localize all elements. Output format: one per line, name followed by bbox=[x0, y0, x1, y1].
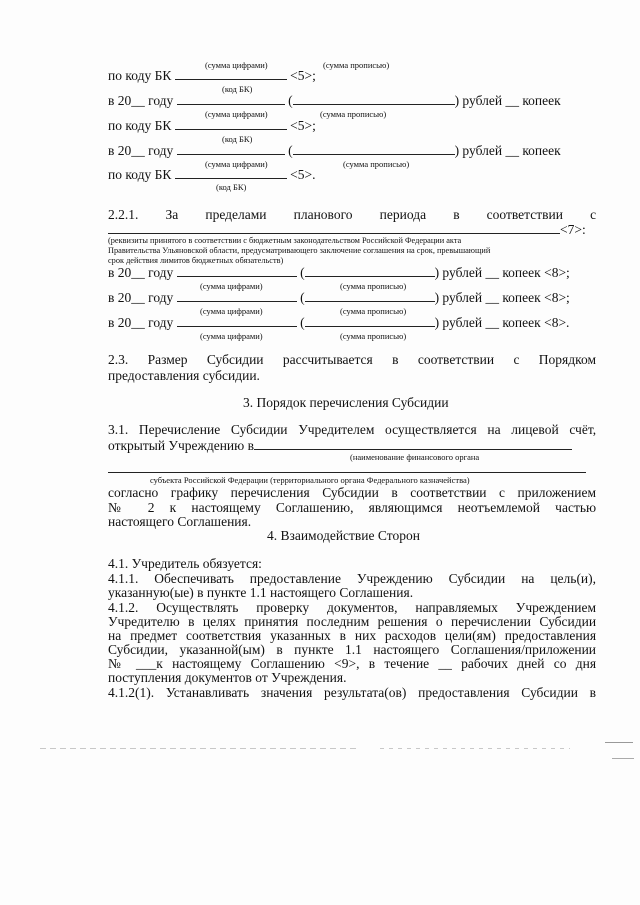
bk-footnote: <5>. bbox=[290, 167, 316, 182]
year-line-2 bbox=[108, 143, 561, 159]
fin-organ-blank-2[interactable] bbox=[108, 472, 586, 473]
paren-open: ( bbox=[288, 143, 293, 158]
caption-subject: субъекта Российской Федерации (территориального органа Федерального казначейства) bbox=[150, 475, 470, 485]
year-label: в 20__ году bbox=[108, 265, 174, 280]
para-2-3-line1: 2.3. Размер Субсидии рассчитывается в соответствии с Порядком bbox=[108, 352, 597, 367]
year-line-3 bbox=[108, 265, 570, 281]
bk-label: по коду БК bbox=[108, 167, 172, 182]
scan-artifact-line bbox=[40, 748, 360, 749]
sum-digits-blank[interactable] bbox=[177, 290, 297, 302]
sum-words-blank[interactable] bbox=[305, 315, 435, 327]
year-line-1 bbox=[108, 93, 561, 109]
bk-line-2 bbox=[108, 118, 316, 134]
bk-footnote: <5>; bbox=[290, 118, 316, 133]
caption-sum-digits: (сумма цифрами) bbox=[205, 109, 268, 119]
rubles-kopecks: ) рублей __ копеек <8>; bbox=[434, 265, 570, 280]
sum-words-blank[interactable] bbox=[293, 143, 455, 155]
year-label: в 20__ году bbox=[108, 93, 174, 108]
para-4-1-1-line1: 4.1.1. Обеспечивать предоставление Учреждению Субсидии на цель(и), bbox=[108, 571, 597, 586]
legal-act-note-2: Правительства Ульяновской области, предусматривающего заключение соглашения на срок, превышающий bbox=[108, 246, 491, 255]
para-3-1-line5: настоящего Соглашения. bbox=[108, 514, 252, 529]
sum-digits-blank[interactable] bbox=[177, 143, 285, 155]
paren-open: ( bbox=[300, 290, 305, 305]
para-3-1-line2: открытый Учреждению в bbox=[108, 438, 572, 454]
caption-bk: (код БК) bbox=[222, 134, 253, 144]
scan-artifact-line bbox=[380, 748, 570, 749]
caption-sum-digits: (сумма цифрами) bbox=[205, 159, 268, 169]
paren-open: ( bbox=[288, 93, 293, 108]
rubles-kopecks: ) рублей __ копеек bbox=[454, 93, 561, 108]
footnote-7: <7>: bbox=[560, 222, 586, 237]
bk-line-3 bbox=[108, 167, 315, 183]
legal-act-note-3: срок действия лимитов бюджетных обязательств) bbox=[108, 256, 284, 265]
caption-sum-digits: (сумма цифрами) bbox=[200, 331, 263, 341]
caption-sum-digits: (сумма цифрами) bbox=[205, 60, 268, 70]
year-label: в 20__ году bbox=[108, 290, 174, 305]
caption-fin-organ: (наименование финансового органа bbox=[350, 452, 480, 462]
sum-words-blank[interactable] bbox=[305, 265, 435, 277]
year-line-4 bbox=[108, 290, 570, 306]
section-3-heading: 3. Порядок перечисления Субсидии bbox=[243, 395, 449, 410]
sum-digits-blank[interactable] bbox=[177, 265, 297, 277]
year-label: в 20__ году bbox=[108, 315, 174, 330]
rubles-kopecks: ) рублей __ копеек bbox=[454, 143, 561, 158]
caption-sum-digits: (сумма цифрами) bbox=[200, 281, 263, 291]
scan-artifact-line bbox=[605, 742, 633, 743]
para-4-1-2-line4: Субсидии, указанной(ым) в пункте 1.1 настоящего Соглашения/приложении bbox=[108, 642, 597, 657]
caption-bk: (код БК) bbox=[222, 84, 253, 94]
bk-footnote: <5>; bbox=[290, 68, 316, 83]
year-label: в 20__ году bbox=[108, 143, 174, 158]
para-4-1-2-line5: № ___к настоящему Соглашению <9>, в течение __ рабочих дней со дня bbox=[108, 656, 597, 671]
section-4-heading: 4. Взаимодействие Сторон bbox=[267, 528, 420, 543]
para-4-1: 4.1. Учредитель обязуется: bbox=[108, 556, 262, 571]
bk-code-blank[interactable] bbox=[175, 118, 287, 130]
sum-words-blank[interactable] bbox=[305, 290, 435, 302]
para-4-1-2-line1: 4.1.2. Осуществлять проверку документов, направляемых Учреждением bbox=[108, 600, 597, 615]
rubles-kopecks: ) рублей __ копеек <8>. bbox=[434, 315, 570, 330]
para-4-1-2-line6: поступления документов от Учреждения. bbox=[108, 670, 347, 685]
para-4-1-2-1-line1: 4.1.2(1). Устанавливать значения результата(ов) предоставления Субсидии в bbox=[108, 685, 597, 700]
bk-label: по коду БК bbox=[108, 118, 172, 133]
caption-sum-words: (сумма прописью) bbox=[340, 281, 407, 291]
legal-act-note-1: (реквизиты принятого в соответствии с бюджетным законодательством Российской Федерации акта bbox=[108, 236, 462, 245]
fin-organ-blank[interactable] bbox=[254, 438, 572, 450]
bk-label: по коду БК bbox=[108, 68, 172, 83]
para-2-2-1-line1: 2.2.1. За пределами планового периода в соответствии с bbox=[108, 207, 597, 222]
caption-sum-digits: (сумма цифрами) bbox=[200, 306, 263, 316]
para-2-3-line2: предоставления субсидии. bbox=[108, 368, 260, 383]
bk-code-blank[interactable] bbox=[175, 167, 287, 179]
sum-words-blank[interactable] bbox=[293, 93, 455, 105]
para-3-1-line1: 3.1. Перечисление Субсидии Учредителем осуществляется на лицевой счёт, bbox=[108, 422, 597, 437]
rubles-kopecks: ) рублей __ копеек <8>; bbox=[434, 290, 570, 305]
legal-act-blank[interactable] bbox=[108, 222, 560, 234]
bk-line-1 bbox=[108, 68, 316, 84]
para-4-1-2-line3: на предмет соответствия указанных в них расходов цели(ям) предоставления bbox=[108, 628, 597, 643]
caption-sum-words: (сумма прописью) bbox=[320, 109, 387, 119]
paren-open: ( bbox=[300, 315, 305, 330]
year-line-5 bbox=[108, 315, 569, 331]
para-4-1-2-line2: Учредителю в целях принятия последним решения о перечислении Субсидии bbox=[108, 614, 597, 629]
caption-sum-words: (сумма прописью) bbox=[340, 306, 407, 316]
caption-sum-words: (сумма прописью) bbox=[343, 159, 410, 169]
caption-sum-words: (сумма прописью) bbox=[340, 331, 407, 341]
caption-bk: (код БК) bbox=[216, 182, 247, 192]
para-3-1-line3: согласно графику перечисления Субсидии в соответствии с приложением bbox=[108, 485, 596, 500]
para-3-1-line4: № 2 к настоящему Соглашению, являющимся неотъемлемой частью bbox=[108, 500, 597, 515]
sum-digits-blank[interactable] bbox=[177, 93, 285, 105]
scan-artifact-line bbox=[612, 758, 634, 759]
sum-digits-blank[interactable] bbox=[177, 315, 297, 327]
caption-sum-words: (сумма прописью) bbox=[323, 60, 390, 70]
para-4-1-1-line2: указанную(ые) в пункте 1.1 настоящего Соглашения. bbox=[108, 585, 414, 600]
paren-open: ( bbox=[300, 265, 305, 280]
bk-code-blank[interactable] bbox=[175, 68, 287, 80]
